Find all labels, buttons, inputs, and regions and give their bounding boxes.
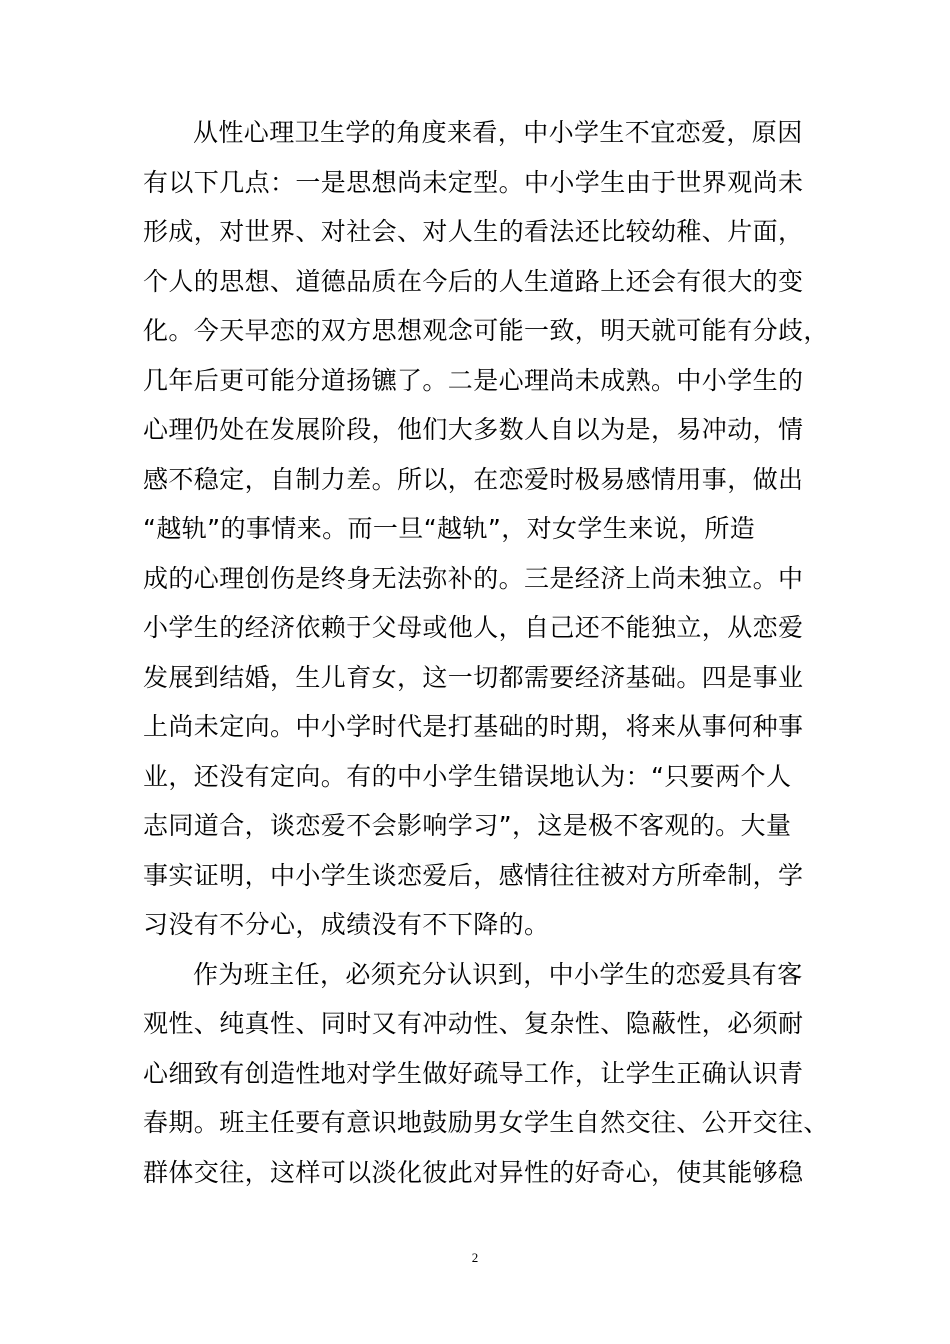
text-line: 小学生的经济依赖于父母或他人，自己还不能独立，从恋爱 <box>143 613 804 642</box>
text-line: 春期。班主任要有意识地鼓励男女学生自然交往、公开交往、 <box>143 1108 829 1137</box>
text-line: 成的心理创伤是终身无法弥补的。三是经济上尚未独立。中 <box>143 563 804 593</box>
text-line: 形成，对世界、对社会、对人生的看法还比较幼稚、片面， <box>143 217 804 246</box>
text-line: 有以下几点：一是思想尚未定型。中小学生由于世界观尚未 <box>143 167 804 197</box>
paragraph-2 <box>143 950 829 1198</box>
text-line: 志同道合，谈恋爱不会影响学习”，这是极不客观的。大量 <box>143 811 792 840</box>
text-line: 感不稳定，自制力差。所以，在恋爱时极易感情用事，做出 <box>143 464 804 494</box>
text-line: 事实证明，中小学生谈恋爱后，感情往往被对方所牵制，学 <box>143 860 804 890</box>
text-line: 心细致有创造性地对学生做好疏导工作，让学生正确认识青 <box>143 1058 804 1088</box>
text-line: 从性心理卫生学的角度来看，中小学生不宜恋爱，原因 <box>193 118 803 147</box>
body-text <box>143 108 829 1197</box>
text-line: 上尚未定向。中小学时代是打基础的时期，将来从事何种事 <box>143 712 804 741</box>
text-line: 几年后更可能分道扬镳了。二是心理尚未成熟。中小学生的 <box>143 365 804 395</box>
text-line: 观性、纯真性、同时又有冲动性、复杂性、隐蔽性，必须耐 <box>143 1009 804 1038</box>
text-line: 群体交往，这样可以淡化彼此对异性的好奇心，使其能够稳 <box>143 1157 804 1187</box>
text-line: “越轨”的事情来。而一旦“越轨”，对女学生来说，所造 <box>143 514 756 543</box>
paragraph-1 <box>143 108 829 950</box>
text-line: 发展到结婚，生儿育女，这一切都需要经济基础。四是事业 <box>143 662 804 692</box>
text-line: 业，还没有定向。有的中小学生错误地认为：“只要两个人 <box>143 761 792 791</box>
page-number: 2 <box>471 1250 479 1265</box>
text-line: 心理仍处在发展阶段，他们大多数人自以为是，易冲动，情 <box>143 415 804 444</box>
text-line: 习没有不分心，成绩没有不下降的。 <box>143 910 550 939</box>
text-line: 作为班主任，必须充分认识到，中小学生的恋爱具有客 <box>193 959 803 989</box>
text-line: 个人的思想、道德品质在今后的人生道路上还会有很大的变 <box>143 266 804 296</box>
text-line: 化。今天早恋的双方思想观念可能一致，明天就可能有分歧， <box>143 316 829 345</box>
